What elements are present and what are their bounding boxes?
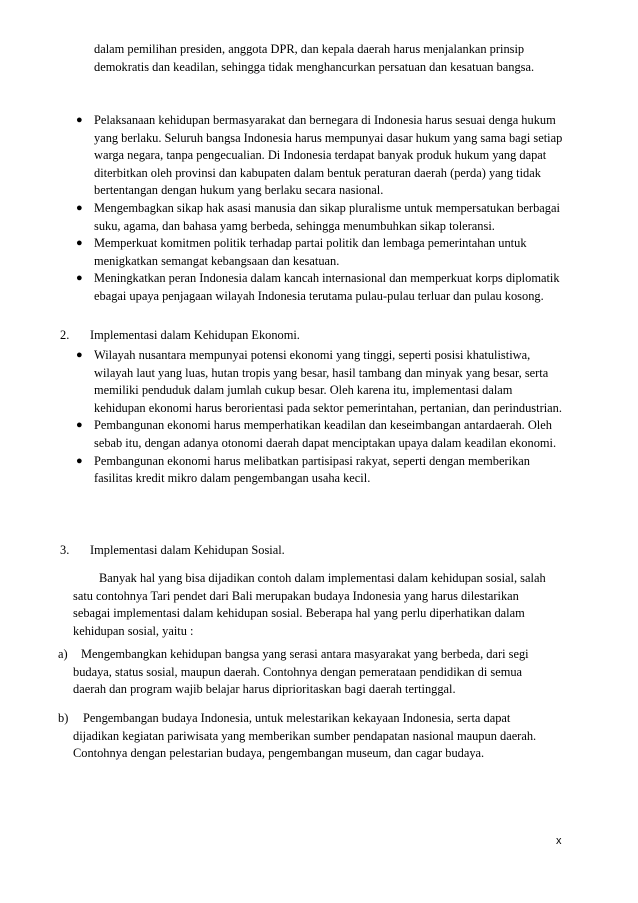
bullet-icon: ● — [76, 272, 83, 285]
list-item — [0, 112, 564, 200]
bullet-icon: ● — [76, 349, 83, 361]
list-item-text: Wilayah nusantara mempunyai potensi ekonomi yang tinggi, seperti posisi khatulistiwa, wilayah laut yang luas, hutan tropis yang besar, hasil tambang dan minyak yang besar, serta memiliki penduduk dalam jumlah cukup besar. Oleh karena itu, implementasi dalam kehidupan ekonomi harus berorientasi pada sektor pemerintahan, pertanian, dan perindustrian. — [94, 348, 562, 415]
section-number: 2. — [60, 328, 70, 342]
list-item — [0, 453, 564, 488]
politik-bullet-list — [0, 112, 638, 306]
bullet-icon: ● — [76, 454, 83, 467]
list-item-text: Meningkatkan peran Indonesia dalam kancah internasional dan memperkuat korps diplomatik ebagai upaya penjagaan wilayah Indonesia terutama pulau-pulau terluar dan pulau kosong. — [94, 271, 560, 303]
item-label: b) — [58, 711, 69, 725]
item-text: Pengembangan budaya Indonesia, untuk melestarikan kekayaan Indonesia, serta dapat dijadikan kegiatan pariwisata yang memberikan sumber pendapatan nasional maupun daerah. Contohnya dengan pelestarian budaya, pengembangan museum, dan cagar budaya. — [73, 711, 537, 761]
bullet-icon: ● — [76, 237, 83, 250]
section-title: Implementasi dalam Kehidupan Sosial. — [90, 543, 285, 557]
sosial-item-b — [58, 710, 558, 763]
section-heading-ekonomi — [60, 327, 300, 345]
section-title: Implementasi dalam Kehidupan Ekonomi. — [90, 328, 300, 342]
list-item — [0, 200, 564, 235]
list-item-text: Mengembagkan sikap hak asasi manusia dan sikap pluralisme untuk mempersatukan berbagai suku, agama, dan bahasa yamg berbeda, sehingga menumbuhkan sikap toleransi. — [94, 200, 560, 233]
list-item-text: Memperkuat komitmen politik terhadap partai politik dan lembaga pemerintahan untuk menigkatkan semangat kebangsaan dan kesatuan. — [94, 236, 527, 268]
continuation-text: dalam pemilihan presiden, anggota DPR, dan kepala daerah harus menjalankan prinsip demokratis dan keadilan, sehingga tidak menghancurkan persatuan dan kesatuan bangsa. — [94, 42, 535, 74]
section-number: 3. — [60, 543, 70, 557]
item-text: Mengembangkan kehidupan bangsa yang serasi antara masyarakat yang berbeda, dari segi budaya, status sosial, maupun daerah. Contohnya dengan pemerataan pendidikan di semua daerah dan program wajib belajar harus diprioritaskan bagi daerah tertinggal. — [73, 647, 529, 697]
list-item — [0, 417, 564, 452]
page-number: x — [556, 835, 562, 847]
list-item-text: Pelaksanaan kehidupan bermasyarakat dan bernegara di Indonesia harus sesuai denga hukum yang berlaku. Seluruh bangsa Indonesia harus mempunyai dasar hukum yang sama bagi setiap warga negara, tanpa pengecualian. Di Indonesia terdapat banyak produk hukum yang dapat diterbitkan oleh provinsi dan kabupaten dalam bentuk peraturan daerah (perda) yang tidak bertentangan dengan hukum yang berlaku secara nasional. — [94, 113, 563, 198]
list-item — [0, 347, 564, 417]
list-item — [0, 270, 564, 305]
bullet-icon: ● — [76, 419, 83, 432]
bullet-icon: ● — [76, 114, 83, 126]
item-label: a) — [58, 647, 68, 661]
section-sosial-paragraph — [73, 570, 553, 640]
list-item-text: Pembangunan ekonomi harus melibatkan partisipasi rakyat, seperti dengan memberikan fasilitas kredit mikro dalam pengembangan usaha kecil. — [94, 453, 530, 486]
bullet-icon: ● — [76, 201, 83, 214]
sosial-item-a — [58, 646, 558, 699]
list-item — [0, 235, 564, 270]
section-heading-sosial — [60, 542, 285, 560]
list-item-text: Pembangunan ekonomi harus memperhatikan keadilan dan keseimbangan antardaerah. Oleh sebab itu, dengan adanya otonomi daerah dapat menciptakan upaya dalam keadilan ekonomi. — [94, 418, 557, 450]
paragraph-text: Banyak hal yang bisa dijadikan contoh dalam implementasi dalam kehidupan sosial, salah satu contohnya Tari pendet dari Bali merupakan budaya Indonesia yang harus dilestarikan sebagai implementasi dalam kehidupan sosial. Beberapa hal yang perlu diperhatikan dalam kehidupan sosial, yaitu : — [73, 571, 546, 638]
ekonomi-bullet-list — [0, 347, 638, 488]
